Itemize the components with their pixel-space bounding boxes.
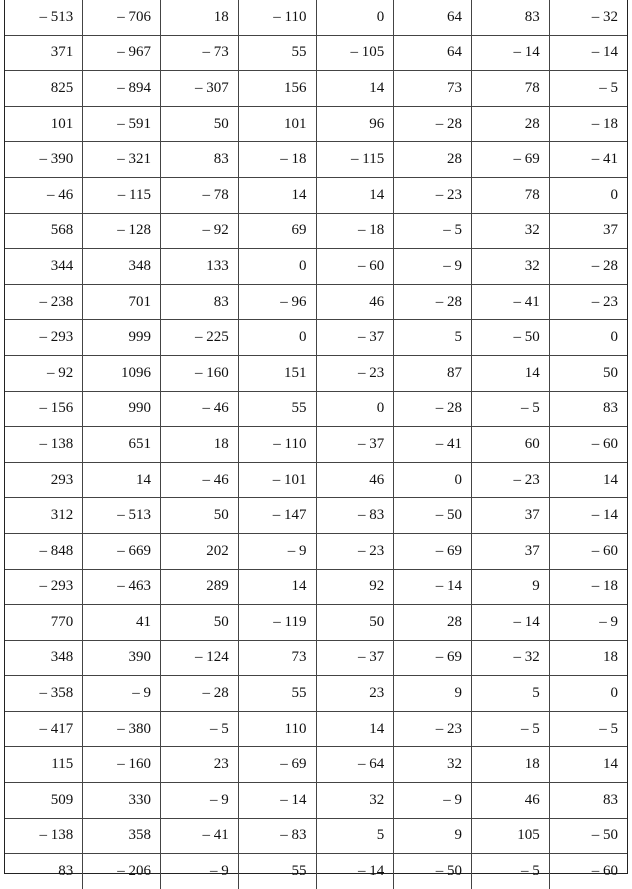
table-cell: 0 (238, 249, 316, 285)
table-cell: – 14 (472, 35, 550, 71)
table-cell: – 92 (161, 213, 239, 249)
table-cell: 0 (316, 0, 394, 35)
table-cell: 46 (472, 783, 550, 819)
table-cell: – 41 (472, 284, 550, 320)
table-cell: – 50 (472, 320, 550, 356)
table-cell: 14 (238, 177, 316, 213)
table-cell: – 32 (472, 640, 550, 676)
table-cell: – 64 (316, 747, 394, 783)
table-cell: – 9 (161, 783, 239, 819)
table-cell: 83 (161, 284, 239, 320)
table-cell: – 83 (316, 498, 394, 534)
table-cell: – 23 (316, 355, 394, 391)
table-cell: – 669 (83, 533, 161, 569)
table-cell: – 32 (549, 0, 627, 35)
table-cell: – 848 (5, 533, 83, 569)
table-cell: 64 (394, 0, 472, 35)
table-cell: – 307 (161, 71, 239, 107)
table-cell: – 5 (549, 71, 627, 107)
table-cell: – 9 (394, 783, 472, 819)
table-cell: – 124 (161, 640, 239, 676)
table-cell: – 293 (5, 569, 83, 605)
table-cell: 0 (394, 462, 472, 498)
table-cell: – 138 (5, 427, 83, 463)
table-row (5, 640, 627, 676)
table-cell: – 46 (5, 177, 83, 213)
table-cell: 32 (394, 747, 472, 783)
table-cell: 312 (5, 498, 83, 534)
table-cell: 73 (394, 71, 472, 107)
table-row (5, 106, 627, 142)
table-cell: – 60 (316, 249, 394, 285)
table-cell: 41 (83, 605, 161, 641)
table-cell: 50 (549, 355, 627, 391)
table-cell: – 225 (161, 320, 239, 356)
table-cell: 358 (83, 818, 161, 854)
table-cell: 0 (549, 676, 627, 712)
table-cell: – 115 (316, 142, 394, 178)
table-cell: 509 (5, 783, 83, 819)
table-cell: 9 (394, 676, 472, 712)
table-cell: 37 (549, 213, 627, 249)
table-cell: 83 (549, 391, 627, 427)
table-row (5, 177, 627, 213)
table-row (5, 711, 627, 747)
table-cell: 5 (316, 818, 394, 854)
table-cell: 0 (549, 320, 627, 356)
table-cell: – 23 (394, 711, 472, 747)
table-row (5, 854, 627, 889)
table-cell: 46 (316, 462, 394, 498)
table-cell: – 105 (316, 35, 394, 71)
data-table (5, 0, 627, 889)
table-cell: 990 (83, 391, 161, 427)
table-cell: 64 (394, 35, 472, 71)
table-cell: – 9 (394, 249, 472, 285)
table-cell: 0 (238, 320, 316, 356)
table-cell: – 18 (238, 142, 316, 178)
table-cell: – 92 (5, 355, 83, 391)
table-cell: 18 (549, 640, 627, 676)
table-cell: 55 (238, 676, 316, 712)
table-row (5, 747, 627, 783)
table-cell: 83 (5, 854, 83, 889)
table-cell: 14 (316, 177, 394, 213)
table-cell: – 37 (316, 320, 394, 356)
table-cell: – 14 (238, 783, 316, 819)
table-cell: – 390 (5, 142, 83, 178)
table-cell: – 5 (549, 711, 627, 747)
table-row (5, 569, 627, 605)
table-cell: – 5 (472, 854, 550, 889)
table-cell: 101 (238, 106, 316, 142)
table-cell: 78 (472, 71, 550, 107)
table-cell: – 138 (5, 818, 83, 854)
table-cell: 23 (316, 676, 394, 712)
table-cell: – 50 (394, 498, 472, 534)
table-cell: 105 (472, 818, 550, 854)
table-cell: – 18 (316, 213, 394, 249)
table-cell: – 321 (83, 142, 161, 178)
table-cell: 9 (394, 818, 472, 854)
table-row (5, 498, 627, 534)
table-cell: 50 (161, 498, 239, 534)
table-cell: 14 (238, 569, 316, 605)
table-cell: 83 (161, 142, 239, 178)
table-row (5, 355, 627, 391)
table-cell: – 69 (238, 747, 316, 783)
table-cell: 69 (238, 213, 316, 249)
table-cell: – 101 (238, 462, 316, 498)
table-cell: – 23 (472, 462, 550, 498)
table-cell: – 706 (83, 0, 161, 35)
table-cell: 293 (5, 462, 83, 498)
table-cell: 83 (472, 0, 550, 35)
table-cell: – 18 (549, 106, 627, 142)
table-cell: – 60 (591, 863, 618, 880)
table-cell: 55 (238, 854, 316, 889)
table-cell: – 28 (161, 676, 239, 712)
table-cell: 101 (5, 106, 83, 142)
table-cell: 18 (472, 747, 550, 783)
table-row (5, 284, 627, 320)
table-cell: – 9 (238, 533, 316, 569)
table-cell: – 41 (394, 427, 472, 463)
table-cell: 83 (549, 783, 627, 819)
table-cell: – 160 (83, 747, 161, 783)
table-cell: 18 (161, 427, 239, 463)
table-cell: 0 (549, 177, 627, 213)
table-row (5, 533, 627, 569)
table-cell: 87 (394, 355, 472, 391)
table-cell: – 967 (83, 35, 161, 71)
table-cell: 92 (316, 569, 394, 605)
table-cell: 14 (549, 462, 627, 498)
table-cell: 999 (83, 320, 161, 356)
table-cell: 151 (238, 355, 316, 391)
table-row (5, 0, 627, 35)
table-cell: – 14 (394, 569, 472, 605)
table-cell: 202 (161, 533, 239, 569)
table-cell: – 5 (472, 391, 550, 427)
table-cell: – 69 (394, 640, 472, 676)
table-cell: – 358 (5, 676, 83, 712)
table-cell: 348 (5, 640, 83, 676)
table-cell: – 9 (549, 605, 627, 641)
table-cell: 18 (161, 0, 239, 35)
table-cell: 651 (83, 427, 161, 463)
table-cell: – 60 (549, 427, 627, 463)
table-row (5, 320, 627, 356)
table-cell: – 119 (238, 605, 316, 641)
table-cell: 37 (472, 498, 550, 534)
table-cell: 50 (316, 605, 394, 641)
table-cell: 5 (472, 676, 550, 712)
table-cell: – 23 (549, 284, 627, 320)
table-cell: 28 (394, 142, 472, 178)
table-cell: 14 (316, 71, 394, 107)
table-cell: 14 (316, 711, 394, 747)
table-cell: 770 (5, 605, 83, 641)
table-cell: 344 (5, 249, 83, 285)
table-cell: 568 (5, 213, 83, 249)
table-cell: 390 (83, 640, 161, 676)
table-cell: 110 (238, 711, 316, 747)
table-row (5, 249, 627, 285)
table-cell: – 5 (472, 711, 550, 747)
table-cell: 330 (83, 783, 161, 819)
table-cell: – 14 (549, 498, 627, 534)
table-cell: – 110 (238, 0, 316, 35)
table-cell: 23 (161, 747, 239, 783)
table-cell: – 206 (83, 854, 161, 889)
table-cell: – 46 (161, 462, 239, 498)
table-cell: 50 (161, 605, 239, 641)
table-cell: – 5 (161, 711, 239, 747)
table-row (5, 427, 627, 463)
table-cell: 96 (316, 106, 394, 142)
table-cell: – 41 (549, 142, 627, 178)
table-cell: 73 (238, 640, 316, 676)
table-cell: – 128 (83, 213, 161, 249)
table-cell: – 160 (161, 355, 239, 391)
table-cell: 9 (472, 569, 550, 605)
table-cell: – 60 (549, 533, 627, 569)
table-cell: 78 (472, 177, 550, 213)
data-table-container (4, 0, 628, 880)
table-cell: – 156 (5, 391, 83, 427)
table-cell: – 380 (83, 711, 161, 747)
table-cell: – 23 (316, 533, 394, 569)
table-row (5, 142, 627, 178)
table-cell: 825 (5, 71, 83, 107)
table-cell: – 96 (238, 284, 316, 320)
table-cell: – 293 (5, 320, 83, 356)
table-cell: 0 (316, 391, 394, 427)
table-cell: – 28 (549, 249, 627, 285)
table-cell: 60 (472, 427, 550, 463)
table-cell: 55 (238, 391, 316, 427)
table-cell: 28 (472, 106, 550, 142)
table-cell: – 894 (83, 71, 161, 107)
table-row (5, 605, 627, 641)
table-row (5, 391, 627, 427)
table-cell: – 69 (472, 142, 550, 178)
table-cell: – 41 (161, 818, 239, 854)
table-cell: – 46 (161, 391, 239, 427)
table-cell: – 73 (161, 35, 239, 71)
table-cell: – 50 (549, 818, 627, 854)
table-cell: – 28 (394, 106, 472, 142)
table-row (5, 818, 627, 854)
table-cell: 371 (5, 35, 83, 71)
table-cell: 32 (316, 783, 394, 819)
table-cell: – 110 (238, 427, 316, 463)
table-cell: – 513 (5, 0, 83, 35)
table-cell: 1096 (83, 355, 161, 391)
table-cell: 14 (549, 747, 627, 783)
table-row (5, 676, 627, 712)
table-cell: – 14 (472, 605, 550, 641)
table-cell: – 9 (83, 676, 161, 712)
table-cell: – 69 (394, 533, 472, 569)
table-body (5, 0, 627, 889)
table-cell: – 78 (161, 177, 239, 213)
table-cell: – 28 (394, 284, 472, 320)
table-cell: 50 (161, 106, 239, 142)
table-cell: 32 (472, 249, 550, 285)
table-cell: – 591 (83, 106, 161, 142)
table-cell: – 238 (5, 284, 83, 320)
table-cell: – 23 (394, 177, 472, 213)
table-cell: – 147 (238, 498, 316, 534)
table-row (5, 71, 627, 107)
table-cell: 156 (238, 71, 316, 107)
table-cell: – 83 (238, 818, 316, 854)
table-cell: – 14 (549, 35, 627, 71)
table-cell: 46 (316, 284, 394, 320)
table-cell: – 417 (5, 711, 83, 747)
table-cell: 348 (83, 249, 161, 285)
table-row (5, 783, 627, 819)
table-cell: 14 (83, 462, 161, 498)
table-cell: – 50 (394, 854, 472, 889)
table-cell: – 28 (394, 391, 472, 427)
table-cell: – 463 (83, 569, 161, 605)
table-row (5, 213, 627, 249)
table-cell: 14 (472, 355, 550, 391)
table-cell: 28 (394, 605, 472, 641)
table-cell: – 513 (83, 498, 161, 534)
table-row (5, 462, 627, 498)
table-cell: – 18 (549, 569, 627, 605)
table-cell: – 9 (161, 854, 239, 889)
table-cell: 289 (161, 569, 239, 605)
table-cell: 32 (472, 213, 550, 249)
table-cell: – 14 (316, 854, 394, 889)
table-cell: 5 (394, 320, 472, 356)
table-cell: 115 (5, 747, 83, 783)
table-cell: – 37 (316, 640, 394, 676)
table-cell: 701 (83, 284, 161, 320)
table-cell: – 37 (316, 427, 394, 463)
table-row (5, 35, 627, 71)
table-cell: 55 (238, 35, 316, 71)
table-cell: – 5 (394, 213, 472, 249)
table-cell: 133 (161, 249, 239, 285)
table-cell: 37 (472, 533, 550, 569)
table-cell: – 115 (83, 177, 161, 213)
